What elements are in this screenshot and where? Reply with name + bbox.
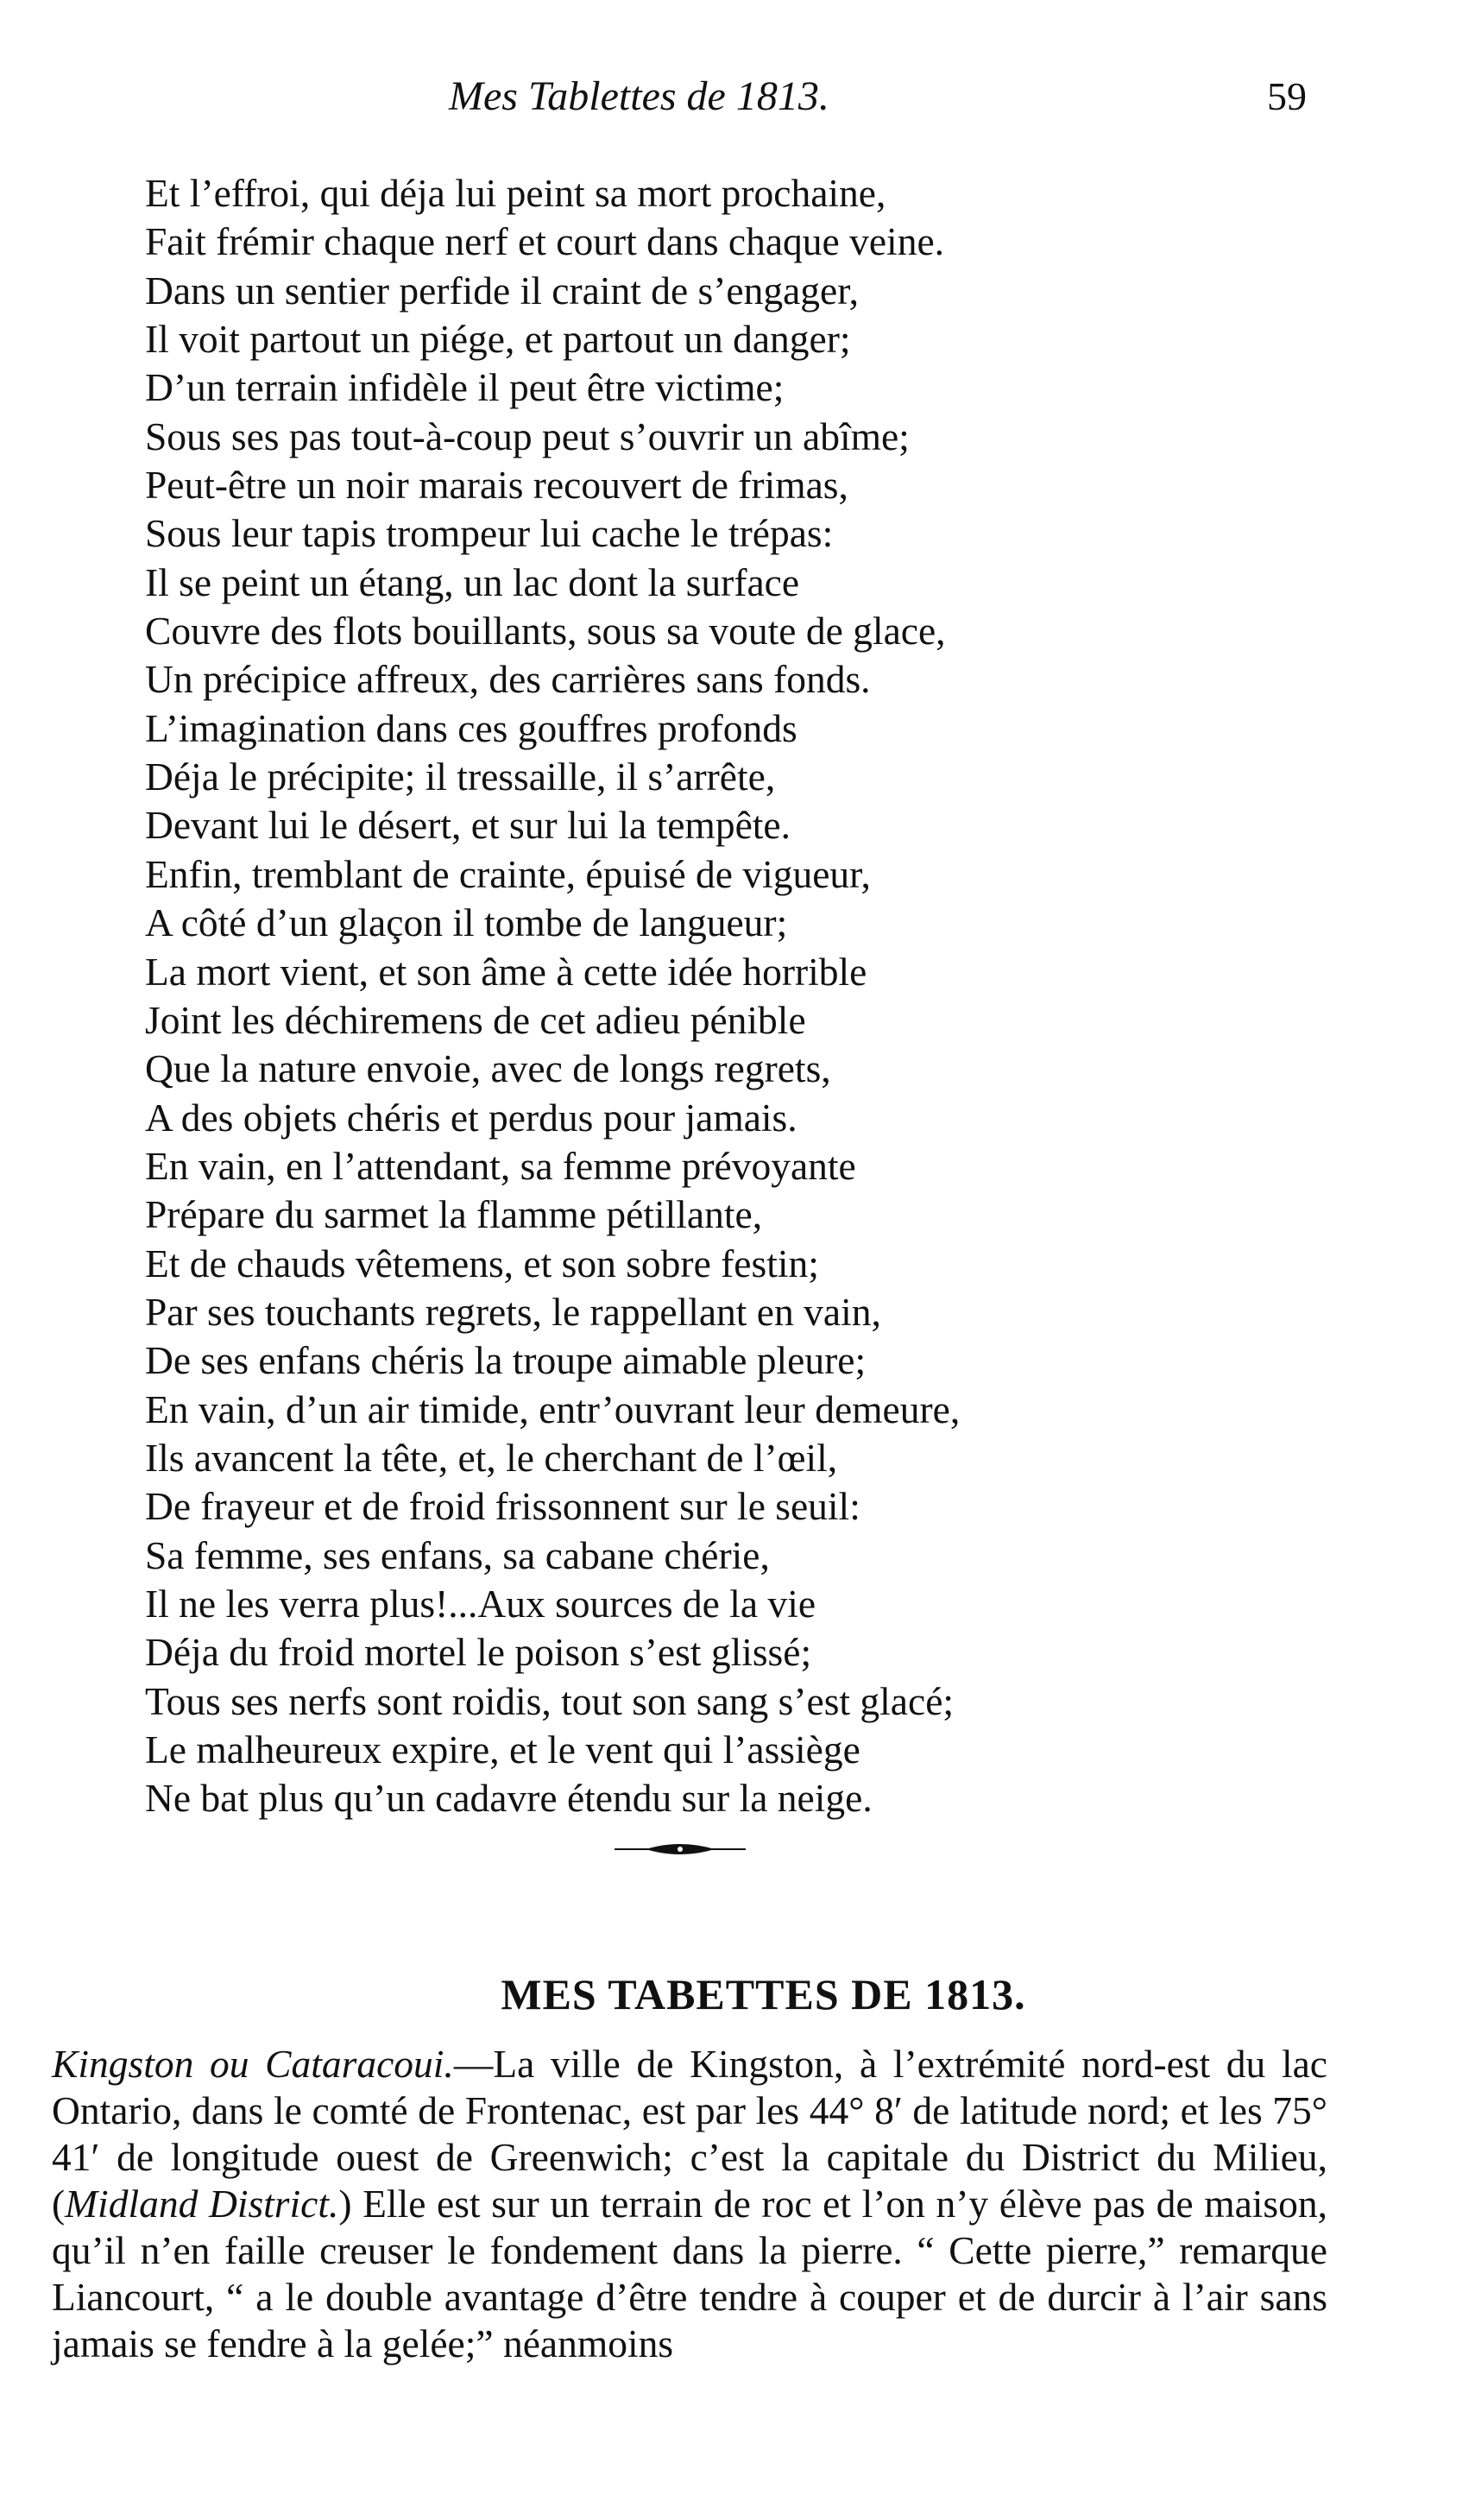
verse-line: Un précipice affreux, des carrières sans fonds.	[145, 657, 871, 702]
verse-line: Et de chauds vêtemens, et son sobre festin;	[145, 1241, 819, 1285]
paragraph-text-continued: ) Elle est sur un terrain de roc et l’on n’y élève pas de maison, qu’il n’en faille creuser le fondement dans la pierre. “ Cette pierre,” remarque Liancourt, “ a le double avantage d’être tendre à couper et de durcir à l’air sans jamais se fendre à la gelée;” néanmoins	[52, 2181, 1328, 2365]
verse-line: Enfin, tremblant de crainte, épuisé de vigueur,	[145, 851, 871, 896]
running-title: Mes Tablettes de 1813.	[449, 73, 829, 119]
verse-line: Devant lui le désert, et sur lui la tempête.	[145, 803, 791, 848]
verse-line: Il ne les verra plus!...Aux sources de la vie	[145, 1581, 816, 1626]
verse-line: En vain, en l’attendant, sa femme prévoyante	[145, 1143, 856, 1188]
verse-line: Le malheureux expire, et le vent qui l’assiège	[145, 1727, 860, 1772]
place-name-italic: Kingston ou Cataracoui.	[52, 2041, 454, 2086]
verse-line: Sa femme, ses enfans, sa cabane chérie,	[145, 1532, 770, 1577]
verse-line: En vain, d’un air timide, entr’ouvrant leur demeure,	[145, 1386, 961, 1431]
verse-line: Déja du froid mortel le poison s’est glissé;	[145, 1630, 812, 1675]
verse-line: Déja le précipite; il tressaille, il s’arrête,	[145, 755, 776, 799]
verse-line: A des objets chéris et perdus pour jamais.	[145, 1095, 797, 1140]
verse-line: Sous ses pas tout-à-coup peut s’ouvrir un abîme;	[145, 414, 910, 458]
prose-paragraph	[52, 2041, 1327, 2367]
verse-line: Tous ses nerfs sont roidis, tout son sang s’est glacé;	[145, 1678, 955, 1723]
poem	[145, 169, 1379, 1823]
verse-line: Ne bat plus qu’un cadavre étendu sur la neige.	[145, 1776, 873, 1821]
verse-line: Il se peint un étang, un lac dont la surface	[145, 559, 800, 604]
verse-line: Dans un sentier perfide il craint de s’engager,	[145, 268, 859, 313]
verse-line: De ses enfans chéris la troupe aimable pleure;	[145, 1338, 867, 1383]
verse-line: Prépare du sarmet la flamme pétillante,	[145, 1192, 763, 1237]
verse-line: Et l’effroi, qui déja lui peint sa mort prochaine,	[145, 171, 886, 215]
verse-line: Peut-être un noir marais recouvert de frimas,	[145, 463, 848, 508]
verse-line: Il voit partout un piége, et partout un danger;	[145, 317, 851, 362]
verse-line: Fait frémir chaque nerf et court dans chaque veine.	[145, 219, 945, 264]
verse-line: La mort vient, et son âme à cette idée horrible	[145, 949, 867, 994]
verse-line: Que la nature envoie, avec de longs regrets,	[145, 1046, 831, 1091]
verse-line: Joint les déchiremens de cet adieu pénible	[145, 997, 806, 1042]
verse-line: Couvre des flots bouillants, sous sa voute de glace,	[145, 609, 946, 654]
verse-line: L’imagination dans ces gouffres profonds	[145, 705, 797, 750]
paragraph-text: —La ville de Kingston, à l’extrémité nord-est du lac Ontario, dans le comté de Frontenac, est par les 44° 8′ de latitude nord; et les 75° 41′ de longitude ouest de Greenwich; c’est la capitale du District du Milieu, (	[52, 2041, 1327, 2226]
verse-line: D’un terrain infidèle il peut être victime;	[145, 365, 785, 410]
verse-line: A côté d’un glaçon il tombe de langueur;	[145, 900, 788, 945]
section-heading: MES TABETTES DE 1813.	[501, 1969, 1026, 2018]
verse-line: Par ses touchants regrets, le rappellant en vain,	[145, 1289, 881, 1334]
verse-line: Ils avancent la tête, et, le cherchant de l’œil,	[145, 1435, 838, 1480]
page-number: 59	[1267, 74, 1307, 118]
verse-line: De frayeur et de froid frissonnent sur le seuil:	[145, 1484, 860, 1529]
running-head	[0, 71, 1475, 123]
district-name-italic: Midland District.	[65, 2181, 339, 2226]
verse-line: Sous leur tapis trompeur lui cache le trépas:	[145, 511, 834, 556]
rule-ornament-icon	[611, 1839, 749, 1860]
